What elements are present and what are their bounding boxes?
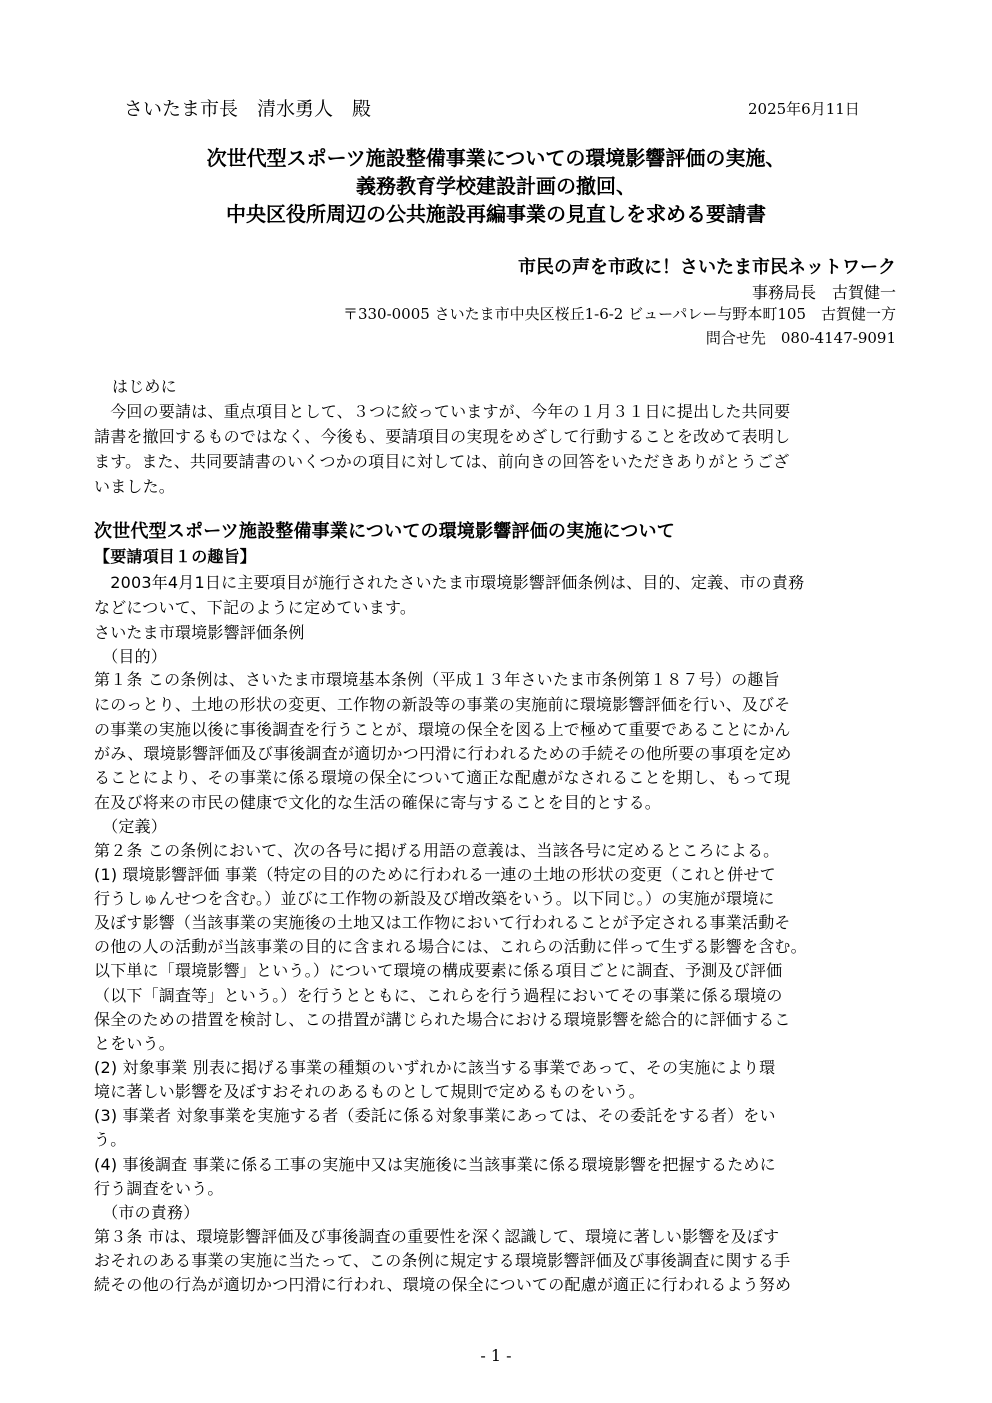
body-line: 2003年4月1日に主要項目が施行されたさいたま市環境影響評価条例は、目的、定義、市の責務 (94, 573, 805, 592)
body-line: 続その他の行為が適切かつ円滑に行われ、環境の保全についての配慮が適正に行われるよう努め (94, 1275, 792, 1294)
body-line: 第１条 この条例は、さいたま市環境基本条例（平成１３年さいたま市条例第１８７号）の趣旨 (94, 670, 780, 689)
intro-line: 請書を撤回するものではなく、今後も、要請項目の実現をめざして行動することを改めて表明し (94, 427, 791, 446)
sender-organization: 市民の声を市政に！さいたま市民ネットワーク (518, 257, 896, 278)
body-line: （目的） (94, 647, 168, 666)
body-line: 行うしゅんせつを含む。）並びに工作物の新設及び増改築をいう。以下同じ。）の実施が環境に (94, 889, 775, 908)
body-line: にのっとり、土地の形状の変更、工作物の新設等の事業の実施前に環境影響評価を行い、及びそ (94, 695, 791, 714)
body-line: おそれのある事業の実施に当たって、この条例に規定する環境影響評価及び事後調査に関する手 (94, 1251, 791, 1270)
section-heading: 次世代型スポーツ施設整備事業についての環境影響評価の実施について (94, 521, 675, 542)
body-line: (2) 対象事業 別表に掲げる事業の種類のいずれかに該当する事業であって、その実施により環 (94, 1058, 776, 1077)
title-line-3: 中央区役所周辺の公共施設再編事業の見直しを求める要請書 (226, 202, 766, 226)
body-line: 行う調査をいう。 (94, 1179, 224, 1198)
title-line-2: 義務教育学校建設計画の撤回、 (356, 174, 636, 198)
body-line: （定義） (94, 817, 168, 836)
intro-line: ます。また、共同要請書のいくつかの項目に対しては、前向きの回答をいただきありがとうござ (94, 452, 790, 471)
body-line: 在及び将来の市民の健康で文化的な生活の確保に寄与することを目的とする。 (94, 793, 662, 812)
body-line: とをいう。 (94, 1034, 176, 1053)
document-date: 2025年6月11日 (748, 100, 860, 118)
body-line: う。 (94, 1130, 127, 1149)
body-line: 以下単に「環境影響」という。）について環境の構成要素に係る項目ごとに調査、予測及び評価 (94, 961, 783, 980)
body-line: がみ、環境影響評価及び事後調査が適切かつ円滑に行われるための手続その他所要の事項を定め (94, 744, 792, 763)
body-line: (4) 事後調査 事業に係る工事の実施中又は実施後に当該事業に係る環境影響を把握するために (94, 1155, 776, 1174)
sender-address: 〒330-0005 さいたま市中央区桜丘1-6-2 ビューパレー与野本町105 古賀健一方 (342, 305, 896, 323)
body-line: の他の人の活動が当該事業の目的に含まれる場合には、これらの活動に伴って生ずる影響を含む。 (94, 937, 807, 956)
intro-line: いました。 (94, 477, 176, 496)
section-subheading: 【要請項目１の趣旨】 (94, 547, 257, 566)
body-line: さいたま市環境影響評価条例 (94, 623, 305, 642)
sender-contact: 問合せ先 080-4147-9091 (705, 329, 896, 347)
body-line: 及ぼす影響（当該事業の実施後の土地又は工作物において行われることが予定される事業活動そ (94, 913, 791, 932)
body-line: の事業の実施以後に事後調査を行うことが、環境の保全を図る上で極めて重要であることにかん (94, 720, 791, 739)
body-line: 保全のための措置を検討し、この措置が講じられた場合における環境影響を総合的に評価するこ (94, 1010, 791, 1029)
body-line: （以下「調査等」という。）を行うとともに、これらを行う過程においてその事業に係る環境の (94, 986, 783, 1005)
intro-line: 今回の要請は、重点項目として、３つに絞っていますが、今年の１月３１日に提出した共同要 (94, 402, 791, 421)
body-line: などについて、下記のように定めています。 (94, 598, 417, 617)
page-number: - 1 - (480, 1346, 512, 1365)
sender-secretary: 事務局長 古賀健一 (751, 283, 896, 302)
body-line: （市の責務） (94, 1203, 200, 1222)
body-line: (3) 事業者 対象事業を実施する者（委託に係る対象事業にあっては、その委託をする者）をい (94, 1106, 776, 1125)
body-line: ることにより、その事業に係る環境の保全について適正な配慮がなされることを期し、もって現 (94, 768, 791, 787)
body-line: (1) 環境影響評価 事業（特定の目的のために行われる一連の土地の形状の変更（これと併せて (94, 865, 776, 884)
body-line: 第２条 この条例において、次の各号に掲げる用語の意義は、当該各号に定めるところによる。 (94, 841, 780, 860)
body-line: 境に著しい影響を及ぼすおそれのあるものとして規則で定めるものをいう。 (94, 1082, 645, 1101)
body-line: 第３条 市は、環境影響評価及び事後調査の重要性を深く認識して、環境に著しい影響を及ぼす (94, 1227, 780, 1246)
intro-heading: はじめに (112, 377, 177, 396)
addressee: さいたま市長 清水勇人 殿 (124, 98, 372, 120)
title-line-1: 次世代型スポーツ施設整備事業についての環境影響評価の実施、 (206, 146, 786, 170)
